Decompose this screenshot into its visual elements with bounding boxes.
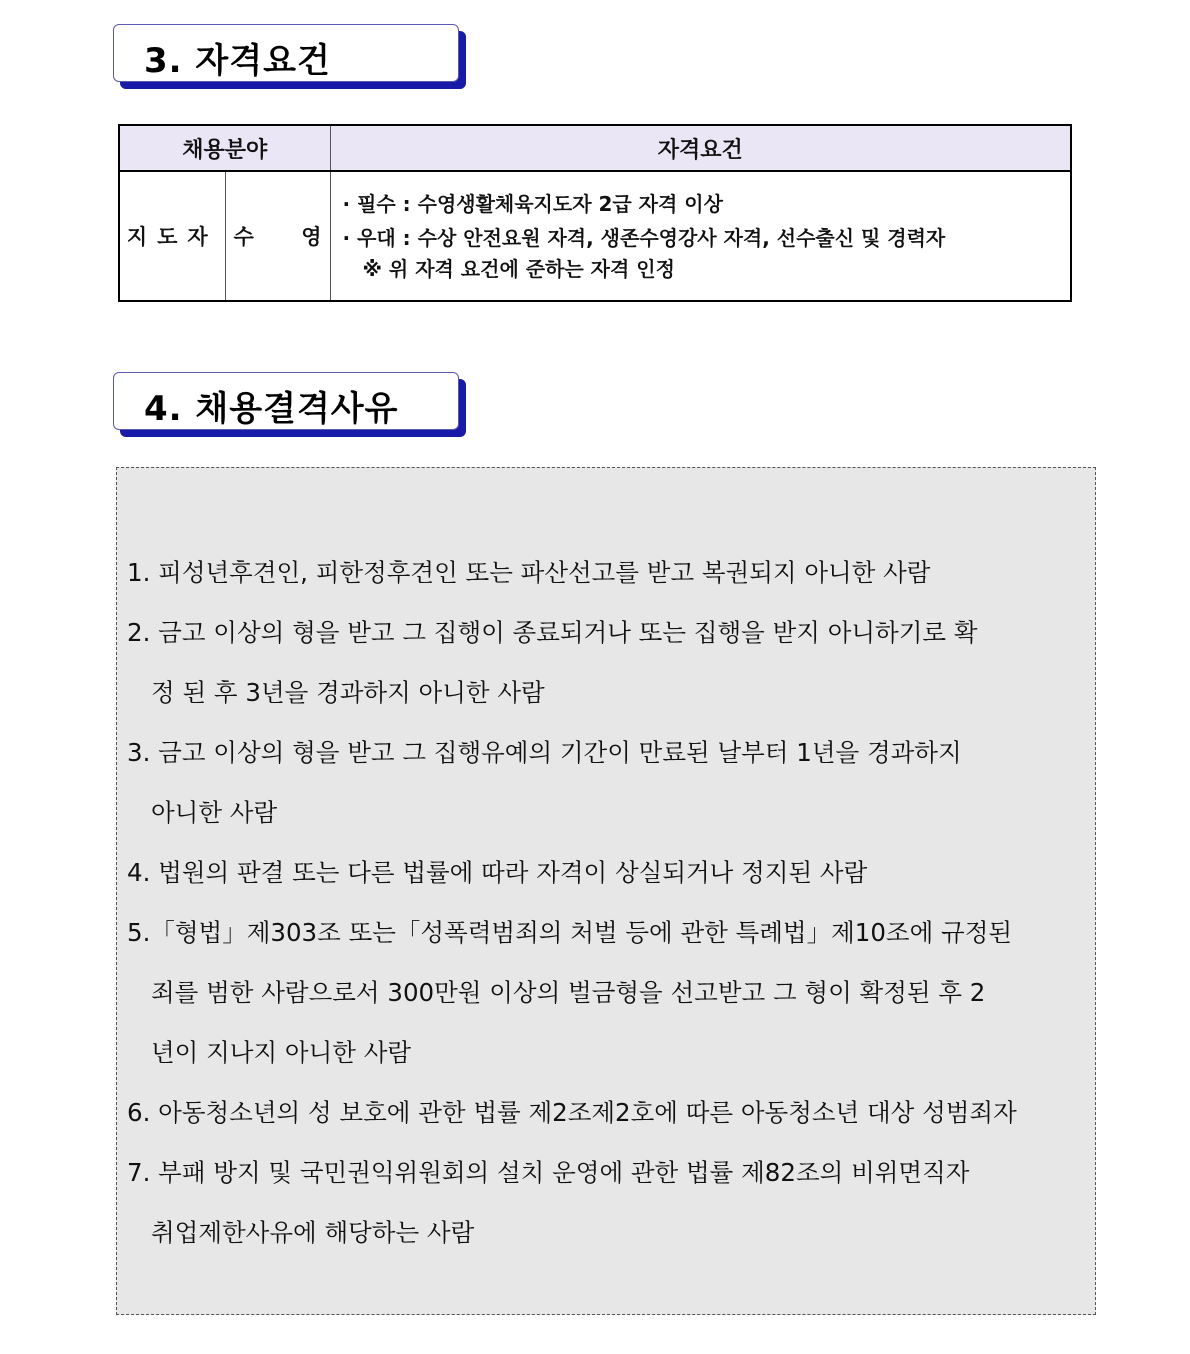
list-item (127, 1143, 1089, 1263)
list-item-text: 2. 금고 이상의 형을 받고 그 집행이 종료되거나 또는 집행을 받지 아니하기로 확 (127, 618, 978, 647)
list-item (127, 843, 1089, 903)
list-item-text: 4. 법원의 판결 또는 다른 법률에 따라 자격이 상실되거나 정지된 사람 (127, 858, 868, 887)
subcategory-right: 영 (301, 225, 322, 249)
subcategory-cell (225, 171, 330, 301)
table-row (119, 171, 1071, 301)
list-item-continuation: 정 된 후 3년을 경과하지 아니한 사람 (151, 678, 545, 707)
list-item-text: 6. 아동청소년의 성 보호에 관한 법률 제2조제2호에 따른 아동청소년 대상 성범죄자 (127, 1098, 1017, 1127)
section-3-title (113, 24, 459, 82)
list-item (127, 903, 1089, 1083)
requirements-cell (330, 171, 1071, 301)
section-3-title-text: 3. 자격요건 (144, 41, 331, 81)
list-item-continuation: 취업제한사유에 해당하는 사람 (151, 1218, 475, 1247)
category-cell: 지도자 (119, 171, 225, 301)
table-header-row (119, 125, 1071, 171)
list-item-continuation: 죄를 범한 사람으로서 300만원 이상의 벌금형을 선고받고 그 형이 확정된 후 2 (151, 978, 986, 1007)
section-4-title-text: 4. 채용결격사유 (144, 389, 399, 429)
header-requirements: 자격요건 (330, 125, 1071, 171)
subcategory-left: 수 (233, 225, 254, 249)
list-item-continuation: 년이 지나지 아니한 사람 (151, 1038, 412, 1067)
list-item-text: 5.「형법」제303조 또는「성폭력범죄의 처벌 등에 관한 특례법」제10조에 규정된 (127, 918, 1013, 947)
list-item-text: 3. 금고 이상의 형을 받고 그 집행유예의 기간이 만료된 날부터 1년을 경과하지 (127, 738, 962, 767)
disqualification-box (116, 467, 1096, 1315)
list-item (127, 1083, 1089, 1143)
requirements-table (118, 124, 1072, 302)
list-item-text: 1. 피성년후견인, 피한정후견인 또는 파산선고를 받고 복권되지 아니한 사람 (127, 558, 931, 587)
disqualification-list (127, 543, 1089, 1263)
list-item (127, 723, 1089, 843)
requirement-note: ※ 위 자격 요건에 준하는 자격 인정 (362, 257, 675, 281)
list-item (127, 543, 1089, 603)
header-field: 채용분야 (119, 125, 330, 171)
section-4-title (113, 372, 459, 430)
list-item (127, 603, 1089, 723)
list-item-continuation: 아니한 사람 (151, 798, 278, 827)
list-item-text: 7. 부패 방지 및 국민권익위원회의 설치 운영에 관한 법률 제82조의 비위면직자 (127, 1158, 970, 1187)
requirement-preferred: · 우대 : 수상 안전요원 자격, 생존수영강사 자격, 선수출신 및 경력자 (342, 226, 946, 250)
requirement-mandatory: · 필수 : 수영생활체육지도자 2급 자격 이상 (342, 192, 723, 216)
